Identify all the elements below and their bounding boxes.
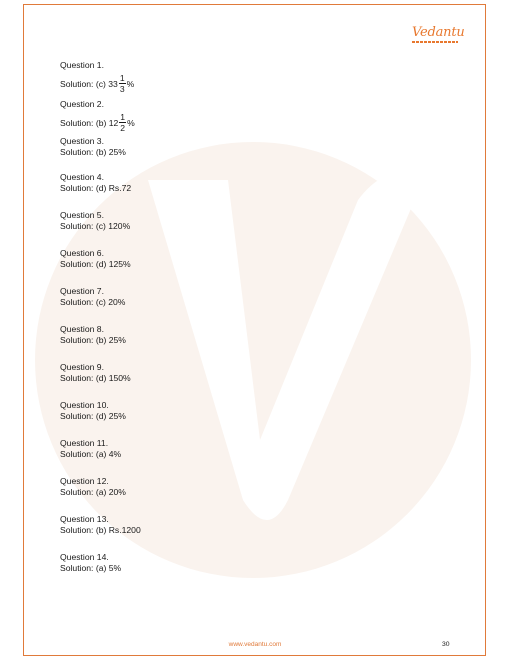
question-label: Question 3. [60,136,104,146]
solution-text: Solution: (c) 20% [60,297,126,307]
solution-text: Solution: (a) 4% [60,449,122,459]
question-item [60,248,360,270]
question-label: Question 13. [60,514,109,524]
question-item [60,172,360,194]
solution-prefix: Solution: (c) 33 [60,78,118,89]
question-label: Question 10. [60,400,109,410]
question-label: Question 14. [60,552,109,562]
fraction [119,112,126,134]
question-item [60,514,360,536]
question-item [60,210,360,232]
solution-text: Solution: (a) 20% [60,487,126,497]
question-label: Question 1. [60,60,104,70]
solution-suffix: % [126,78,135,89]
fraction-numerator: 1 [120,112,126,122]
question-label: Question 9. [60,362,104,372]
fraction-denominator: 2 [120,123,126,133]
solution-text: Solution: (b) 25% [60,335,126,345]
solution-text: Solution: (d) 25% [60,411,126,421]
question-label: Question 12. [60,476,109,486]
question-item [60,400,360,422]
question-label: Question 8. [60,324,104,334]
question-item [60,60,360,97]
fraction-numerator: 1 [119,73,125,83]
question-item [60,438,360,460]
page-number: 30 [442,641,450,648]
solution-text: Solution: (b) Rs.1200 [60,525,141,535]
solution-text: Solution: (d) 150% [60,373,131,383]
question-item [60,476,360,498]
logo-tagline-mark [412,41,458,43]
question-item [60,136,360,158]
fraction-denominator: 3 [119,84,125,94]
question-label: Question 11. [60,438,109,448]
question-label: Question 4. [60,172,104,182]
solution-text: Solution: (d) 125% [60,259,131,269]
vedantu-logo [412,26,464,48]
question-label: Question 7. [60,286,104,296]
question-label: Question 5. [60,210,104,220]
question-item [60,286,360,308]
solution-prefix: Solution: (b) 12 [60,117,119,128]
footer-url-link[interactable]: www.vedantu.com [228,641,282,648]
solution-text [60,110,360,136]
question-item [60,324,360,346]
solution-text: Solution: (a) 5% [60,563,122,573]
solution-text: Solution: (c) 120% [60,221,131,231]
question-item [60,552,360,574]
question-list [60,60,360,574]
solution-text: Solution: (b) 25% [60,147,126,157]
solution-text [60,71,360,97]
question-item [60,99,360,136]
solution-suffix: % [127,117,135,128]
solution-text: Solution: (d) Rs.72 [60,183,132,193]
question-item [60,362,360,384]
question-label: Question 2. [60,99,104,109]
question-label: Question 6. [60,248,104,258]
fraction [119,73,126,95]
logo-text: Vedantu [412,25,465,40]
